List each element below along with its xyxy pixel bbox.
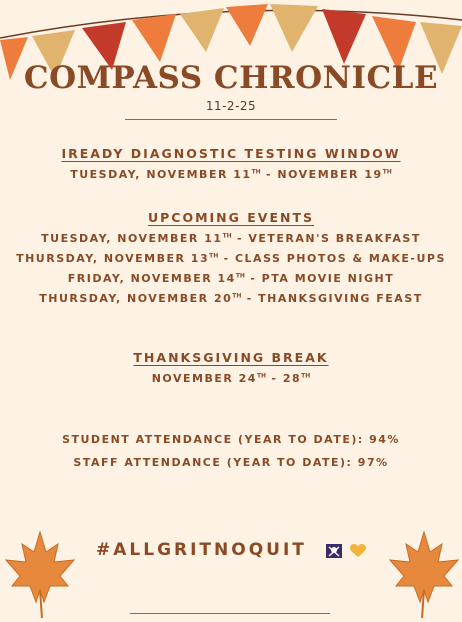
events-heading: UPCOMING EVENTS	[147, 210, 315, 225]
maple-leaf-icon	[2, 530, 78, 620]
event-item: FRIDAY, NOVEMBER 14TH - PTA MOVIE NIGHT	[67, 272, 395, 285]
event-item: THURSDAY, NOVEMBER 20TH - THANKSGIVING FEAST	[39, 292, 423, 305]
student-attendance: STUDENT ATTENDANCE (YEAR TO DATE): 94%	[62, 433, 400, 446]
pirate-flag-icon	[326, 544, 342, 558]
thanksgiving-dates: NOVEMBER 24TH - 28TH	[151, 372, 311, 385]
iready-dates: TUESDAY, NOVEMBER 11TH - NOVEMBER 19TH	[70, 168, 392, 181]
title-divider	[125, 119, 337, 120]
newsletter-date: 11-2-25	[205, 99, 257, 113]
newsletter-title: COMPASS CHRONICLE	[23, 60, 439, 96]
maple-leaf-icon	[386, 530, 462, 620]
event-item: TUESDAY, NOVEMBER 11TH - VETERAN'S BREAKFAST	[41, 232, 421, 245]
thanksgiving-heading: THANKSGIVING BREAK	[133, 350, 329, 365]
bottom-divider	[130, 613, 330, 614]
hashtag: #ALLGRITNOQUIT	[96, 540, 307, 560]
iready-heading: IREADY DIAGNOSTIC TESTING WINDOW	[61, 146, 401, 161]
event-item: THURSDAY, NOVEMBER 13TH - CLASS PHOTOS & MAKE-UPS	[16, 252, 446, 265]
staff-attendance: STAFF ATTENDANCE (YEAR TO DATE): 97%	[73, 456, 389, 469]
yellow-heart-icon	[350, 544, 366, 558]
